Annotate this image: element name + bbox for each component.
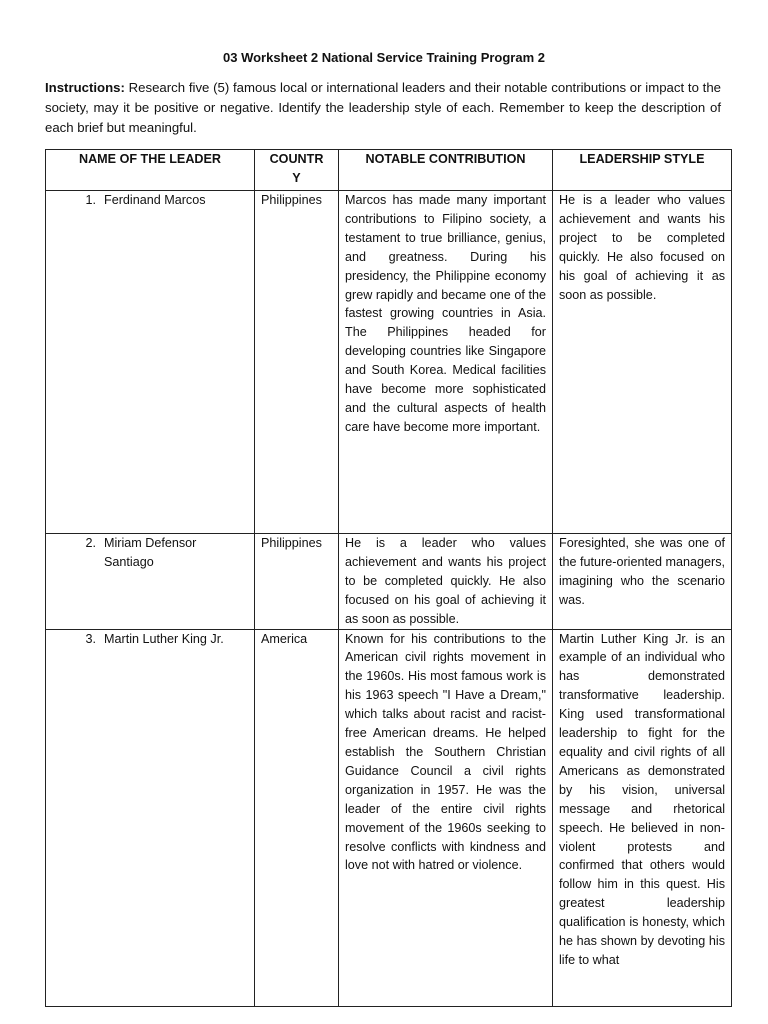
instructions-text: Research five (5) famous local or international leaders and their notable contributions or impact to the society, may it be positive or negative. Identify the leadership style of each. Remember to keep the description of each brief but meaningful.	[45, 80, 722, 135]
leader-name: Ferdinand Marcos	[104, 193, 206, 207]
leaders-table	[45, 149, 732, 1007]
table-row	[46, 629, 732, 1006]
leader-name-cell	[46, 534, 255, 630]
leadership-style-cell: Foresighted, she was one of the future-oriented managers, imagining who the scenario was.	[553, 534, 732, 630]
contribution-cell: He is a leader who values achievement and wants his project to be completed quickly. He also focused on his goal of achieving it as soon as possible.	[339, 534, 553, 630]
document-title: 03 Worksheet 2 National Service Training Program 2	[223, 50, 545, 65]
contribution-cell	[339, 629, 553, 1006]
leadership-style-text: Martin Luther King Jr. is an example of an individual who has demonstrated transformative leadership. King used transformational leadership to fight for the equality and civil rights of all Americans as demonstrated by his vision, universal message and rhetorical speech. He believed in non-violent protests and confirmed that others would follow him in this quest. His greatest leadership qualification is honesty, which he has shown by devoting his life to what	[559, 631, 725, 967]
leadership-style-cell: He is a leader who values achievement and wants his project to be completed quickly. He also focused on his goal of achieving it as soon as possible.	[553, 191, 732, 534]
country-cell: Philippines	[255, 191, 339, 534]
contribution-cell: Marcos has made many important contributions to Filipino society, a testament to true brilliance, genius, and greatness. During his presidency, the Philippine economy grew rapidly and became one of the fastest growing countries in Asia. The Philippines headed for developing countries like Singapore and South Korea. Medical facilities have become more sophisticated and the cultural aspects of health care have become more important.	[339, 191, 553, 534]
leader-name-cell	[46, 629, 255, 1006]
leadership-style-cell	[553, 629, 732, 1006]
table-row	[46, 191, 732, 534]
row-number: 1.	[85, 193, 96, 207]
instructions-label: Instructions:	[45, 80, 125, 95]
contribution-text: Known for his contributions to the American civil rights movement in the 1960s. His most famous work is his 1963 speech "I Have a Dream," which talks about racist and racist-free American dreams. He helped establish the Southern Christian Guidance Council a civil rights organization in 1957. He was the leader of the entire civil rights movement of the 1960s seeking to resolve conflicts with kindness and love not with hatred or violence.	[345, 631, 546, 873]
country-cell: America	[255, 629, 339, 1006]
instructions-paragraph	[45, 78, 721, 138]
leader-name: Martin Luther King Jr.	[104, 631, 224, 646]
country-cell: Philippines	[255, 534, 339, 630]
table-header-row	[46, 150, 732, 191]
leader-name: Miriam Defensor Santiago	[104, 536, 197, 569]
header-notable-contribution: NOTABLE CONTRIBUTION	[339, 150, 553, 191]
header-leadership-style: LEADERSHIP STYLE	[553, 150, 732, 191]
row-number: 3.	[85, 631, 96, 646]
table-row	[46, 534, 732, 630]
header-country: COUNTRY	[255, 150, 339, 191]
header-name-of-leader: NAME OF THE LEADER	[46, 150, 255, 191]
row-number: 2.	[85, 536, 96, 550]
leader-name-cell	[46, 191, 255, 534]
